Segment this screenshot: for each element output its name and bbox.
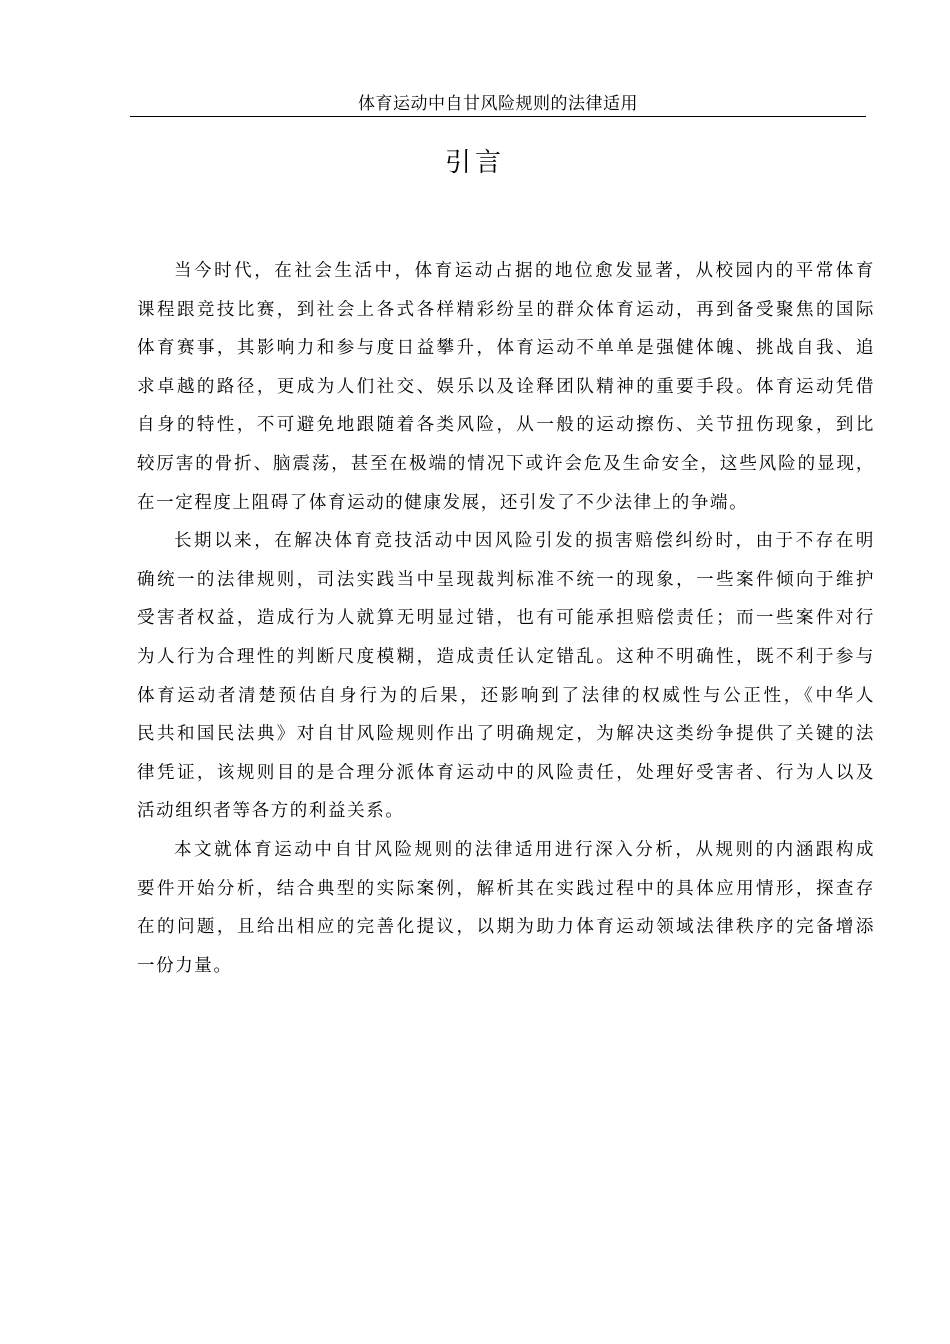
paragraph-line: 自身的特性，不可避免地跟随着各类风险，从一般的运动擦伤、关节扭伤现象，到比 [137,415,875,436]
body-text [137,252,875,985]
paragraph-line: 确统一的法律规则，司法实践当中呈现裁判标准不统一的现象，一些案件倾向于维护 [137,569,875,590]
paragraph-line: 较厉害的骨折、脑震荡，甚至在极端的情况下或许会危及生命安全，这些风险的显现， [137,453,875,474]
paragraph-2 [137,522,875,831]
paragraph-line: 为人行为合理性的判断尺度模糊，造成责任认定错乱。这种不明确性，既不利于参与 [137,646,875,667]
paragraph-line: 受害者权益，造成行为人就算无明显过错，也有可能承担赔偿责任；而一些案件对行 [137,608,875,629]
header-rule [130,116,866,117]
paragraph-line: 体育运动者清楚预估自身行为的后果，还影响到了法律的权威性与公正性，《中华人 [137,685,875,706]
paragraph-line: 长期以来，在解决体育竞技活动中因风险引发的损害赔偿纠纷时，由于不存在明 [174,531,875,552]
paragraph-line: 活动组织者等各方的利益关系。 [137,801,405,822]
paragraph-3 [137,831,875,985]
paragraph-line: 求卓越的路径，更成为人们社交、娱乐以及诠释团队精神的重要手段。体育运动凭借 [137,376,875,397]
section-title: 引言 [444,148,505,178]
paragraph-line: 律凭证，该规则目的是合理分派体育运动中的风险责任，处理好受害者、行为人以及 [137,762,875,783]
running-header: 体育运动中自甘风险规则的法律适用 [358,94,638,114]
paragraph-1 [137,252,875,522]
paragraph-line: 当今时代，在社会生活中，体育运动占据的地位愈发显著，从校园内的平常体育 [174,261,875,281]
paragraph-line: 在的问题，且给出相应的完善化提议，以期为助力体育运动领域法律秩序的完备增添 [137,917,875,938]
paragraph-line: 本文就体育运动中自甘风险规则的法律适用进行深入分析，从规则的内涵跟构成 [174,839,875,860]
paragraph-line: 一份力量。 [137,955,233,976]
paragraph-line: 要件开始分析，结合典型的实际案例，解析其在实践过程中的具体应用情形，探查存 [137,878,875,899]
paragraph-line: 在一定程度上阻碍了体育运动的健康发展，还引发了不少法律上的争端。 [137,492,749,513]
paragraph-line: 体育赛事，其影响力和参与度日益攀升，体育运动不单单是强健体魄、挑战自我、追 [137,338,875,359]
paragraph-line: 课程跟竞技比赛，到社会上各式各样精彩纷呈的群众体育运动，再到备受聚焦的国际 [137,299,875,320]
paragraph-line: 民共和国民法典》对自甘风险规则作出了明确规定，为解决这类纷争提供了关键的法 [137,724,875,745]
